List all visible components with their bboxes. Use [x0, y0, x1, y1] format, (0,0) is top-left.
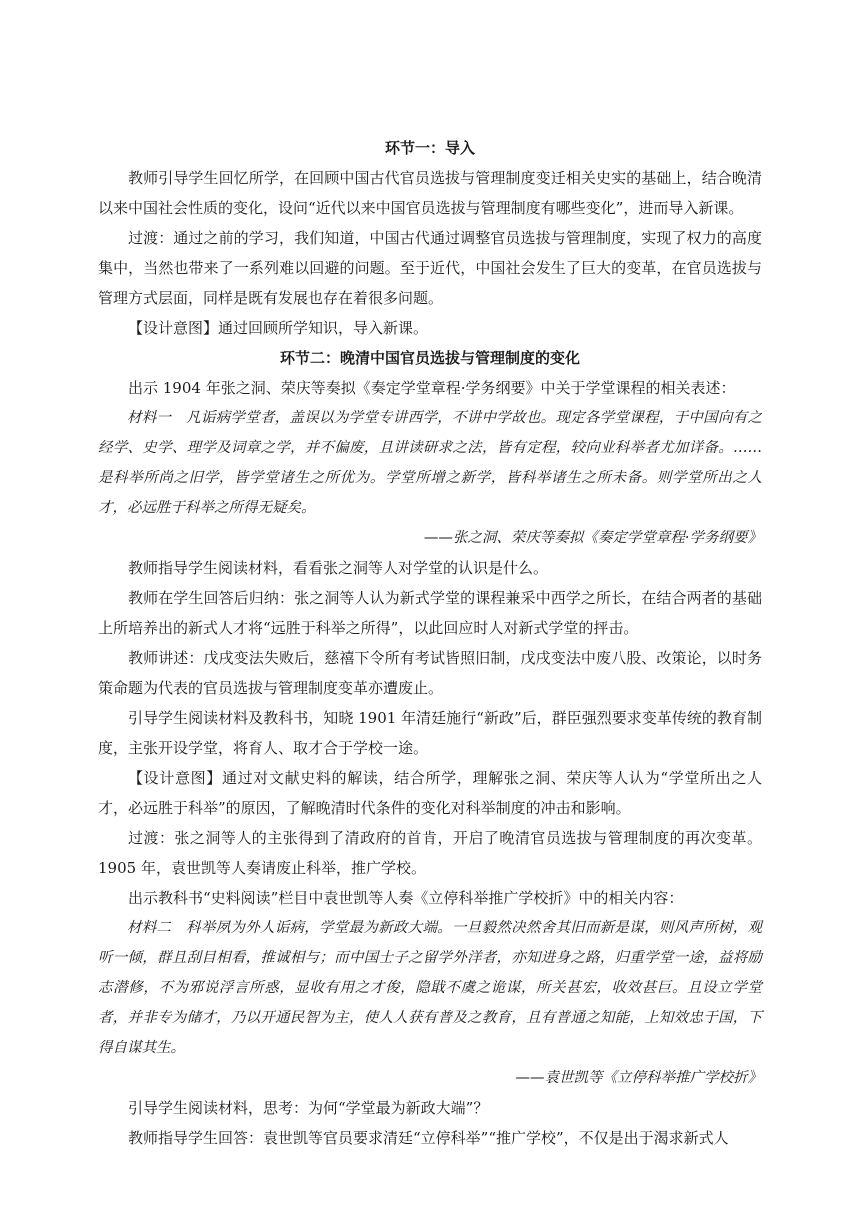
paragraph: 教师指导学生阅读材料，看看张之洞等人对学堂的认识是什么。: [128, 559, 549, 577]
material-quote-1: 材料一 凡诟病学堂者，盖误以为学堂专讲西学，不讲中学故也。现定各学堂课程，于中国向有之经学、史学、理学及词章之学，并不偏废，且讲读研求之法，皆有定程，较向业科举者尤加详备。……是科举所尚之旧学，皆学堂诸生之所优为。学堂所增之新学，皆科举诸生之所未备。则学堂所出之人才，必远胜于科举之所得无疑矣。: [98, 410, 762, 516]
paragraph: 过渡：通过之前的学习，我们知道，中国古代通过调整官员选拔与管理制度，实现了权力的高度集中，当然也带来了一系列难以回避的问题。至于近代，中国社会发生了巨大的变革，在官员选拔与管理方式层面，同样是既有发展也存在着很多问题。: [98, 229, 762, 307]
material-source-1: ——张之洞、荣庆等奏拟《奏定学堂章程·学务纲要》: [423, 530, 762, 546]
paragraph: 教师讲述：戊戌变法失败后，慈禧下令所有考试皆照旧制，戊戌变法中废八股、改策论，以时务策命题为代表的官员选拔与管理制度变革亦遭废止。: [98, 649, 762, 697]
paragraph: 出示教科书“史料阅读”栏目中袁世凯等人奏《立停科举推广学校折》中的相关内容：: [128, 889, 684, 907]
paragraph: 引导学生阅读材料及教科书，知晓 1901 年清廷施行“新政”后，群臣强烈要求变革传统的教育制度，主张开设学堂，将育人、取才合于学校一途。: [98, 709, 762, 757]
paragraph: 【设计意图】通过对文献史料的解读，结合所学，理解张之洞、荣庆等人认为“学堂所出之人才，必远胜于科举”的原因，了解晚清时代条件的变化对科举制度的冲击和影响。: [98, 769, 762, 817]
paragraph: 教师在学生回答后归纳：张之洞等人认为新式学堂的课程兼采中西学之所长，在结合两者的基础上所培养出的新式人才将“远胜于科举之所得”，以此回应时人对新式学堂的抨击。: [98, 589, 762, 637]
material-quote-2: 材料二 科举夙为外人诟病，学堂最为新政大端。一旦毅然决然舍其旧而新是谋，则风声所树，观听一倾，群且刮目相看，推诚相与；而中国士子之留学外洋者，亦知进身之路，归重学堂一途，益将励志潜修，不为邪说浮言所惑，显收有用之才俊，隐戢不虞之诡谋，所关甚宏，收效甚巨。且设立学堂者，并非专为储才，乃以开通民智为主，使人人获有普及之教育，且有普通之知能，上知效忠于国，下得自谋其生。: [98, 920, 762, 1056]
paragraph: 【设计意图】通过回顾所学知识，导入新课。: [128, 319, 429, 337]
paragraph: 出示 1904 年张之洞、荣庆等奏拟《奏定学堂章程·学务纲要》中关于学堂课程的相关表述：: [128, 379, 736, 397]
document-page: [98, 133, 762, 1153]
paragraph: 教师指导学生回答：袁世凯等官员要求清廷“立停科举”“推广学校”，不仅是出于渴求新式人: [128, 1129, 729, 1147]
section-1-heading: 环节一：导入: [384, 139, 475, 157]
paragraph: 引导学生阅读材料，思考：为何“学堂最为新政大端”？: [128, 1099, 489, 1117]
paragraph: 教师引导学生回忆所学，在回顾中国古代官员选拔与管理制度变迁相关史实的基础上，结合晚清以来中国社会性质的变化，设问“近代以来中国官员选拔与管理制度有哪些变化”，进而导入新课。: [98, 169, 762, 217]
material-source-2: ——袁世凯等《立停科举推广学校折》: [515, 1070, 762, 1086]
paragraph: 过渡：张之洞等人的主张得到了清政府的首肯，开启了晚清官员选拔与管理制度的再次变革。1905 年，袁世凯等人奏请废止科举，推广学校。: [98, 829, 762, 877]
section-2-heading: 环节二：晚清中国官员选拔与管理制度的变化: [279, 349, 580, 367]
